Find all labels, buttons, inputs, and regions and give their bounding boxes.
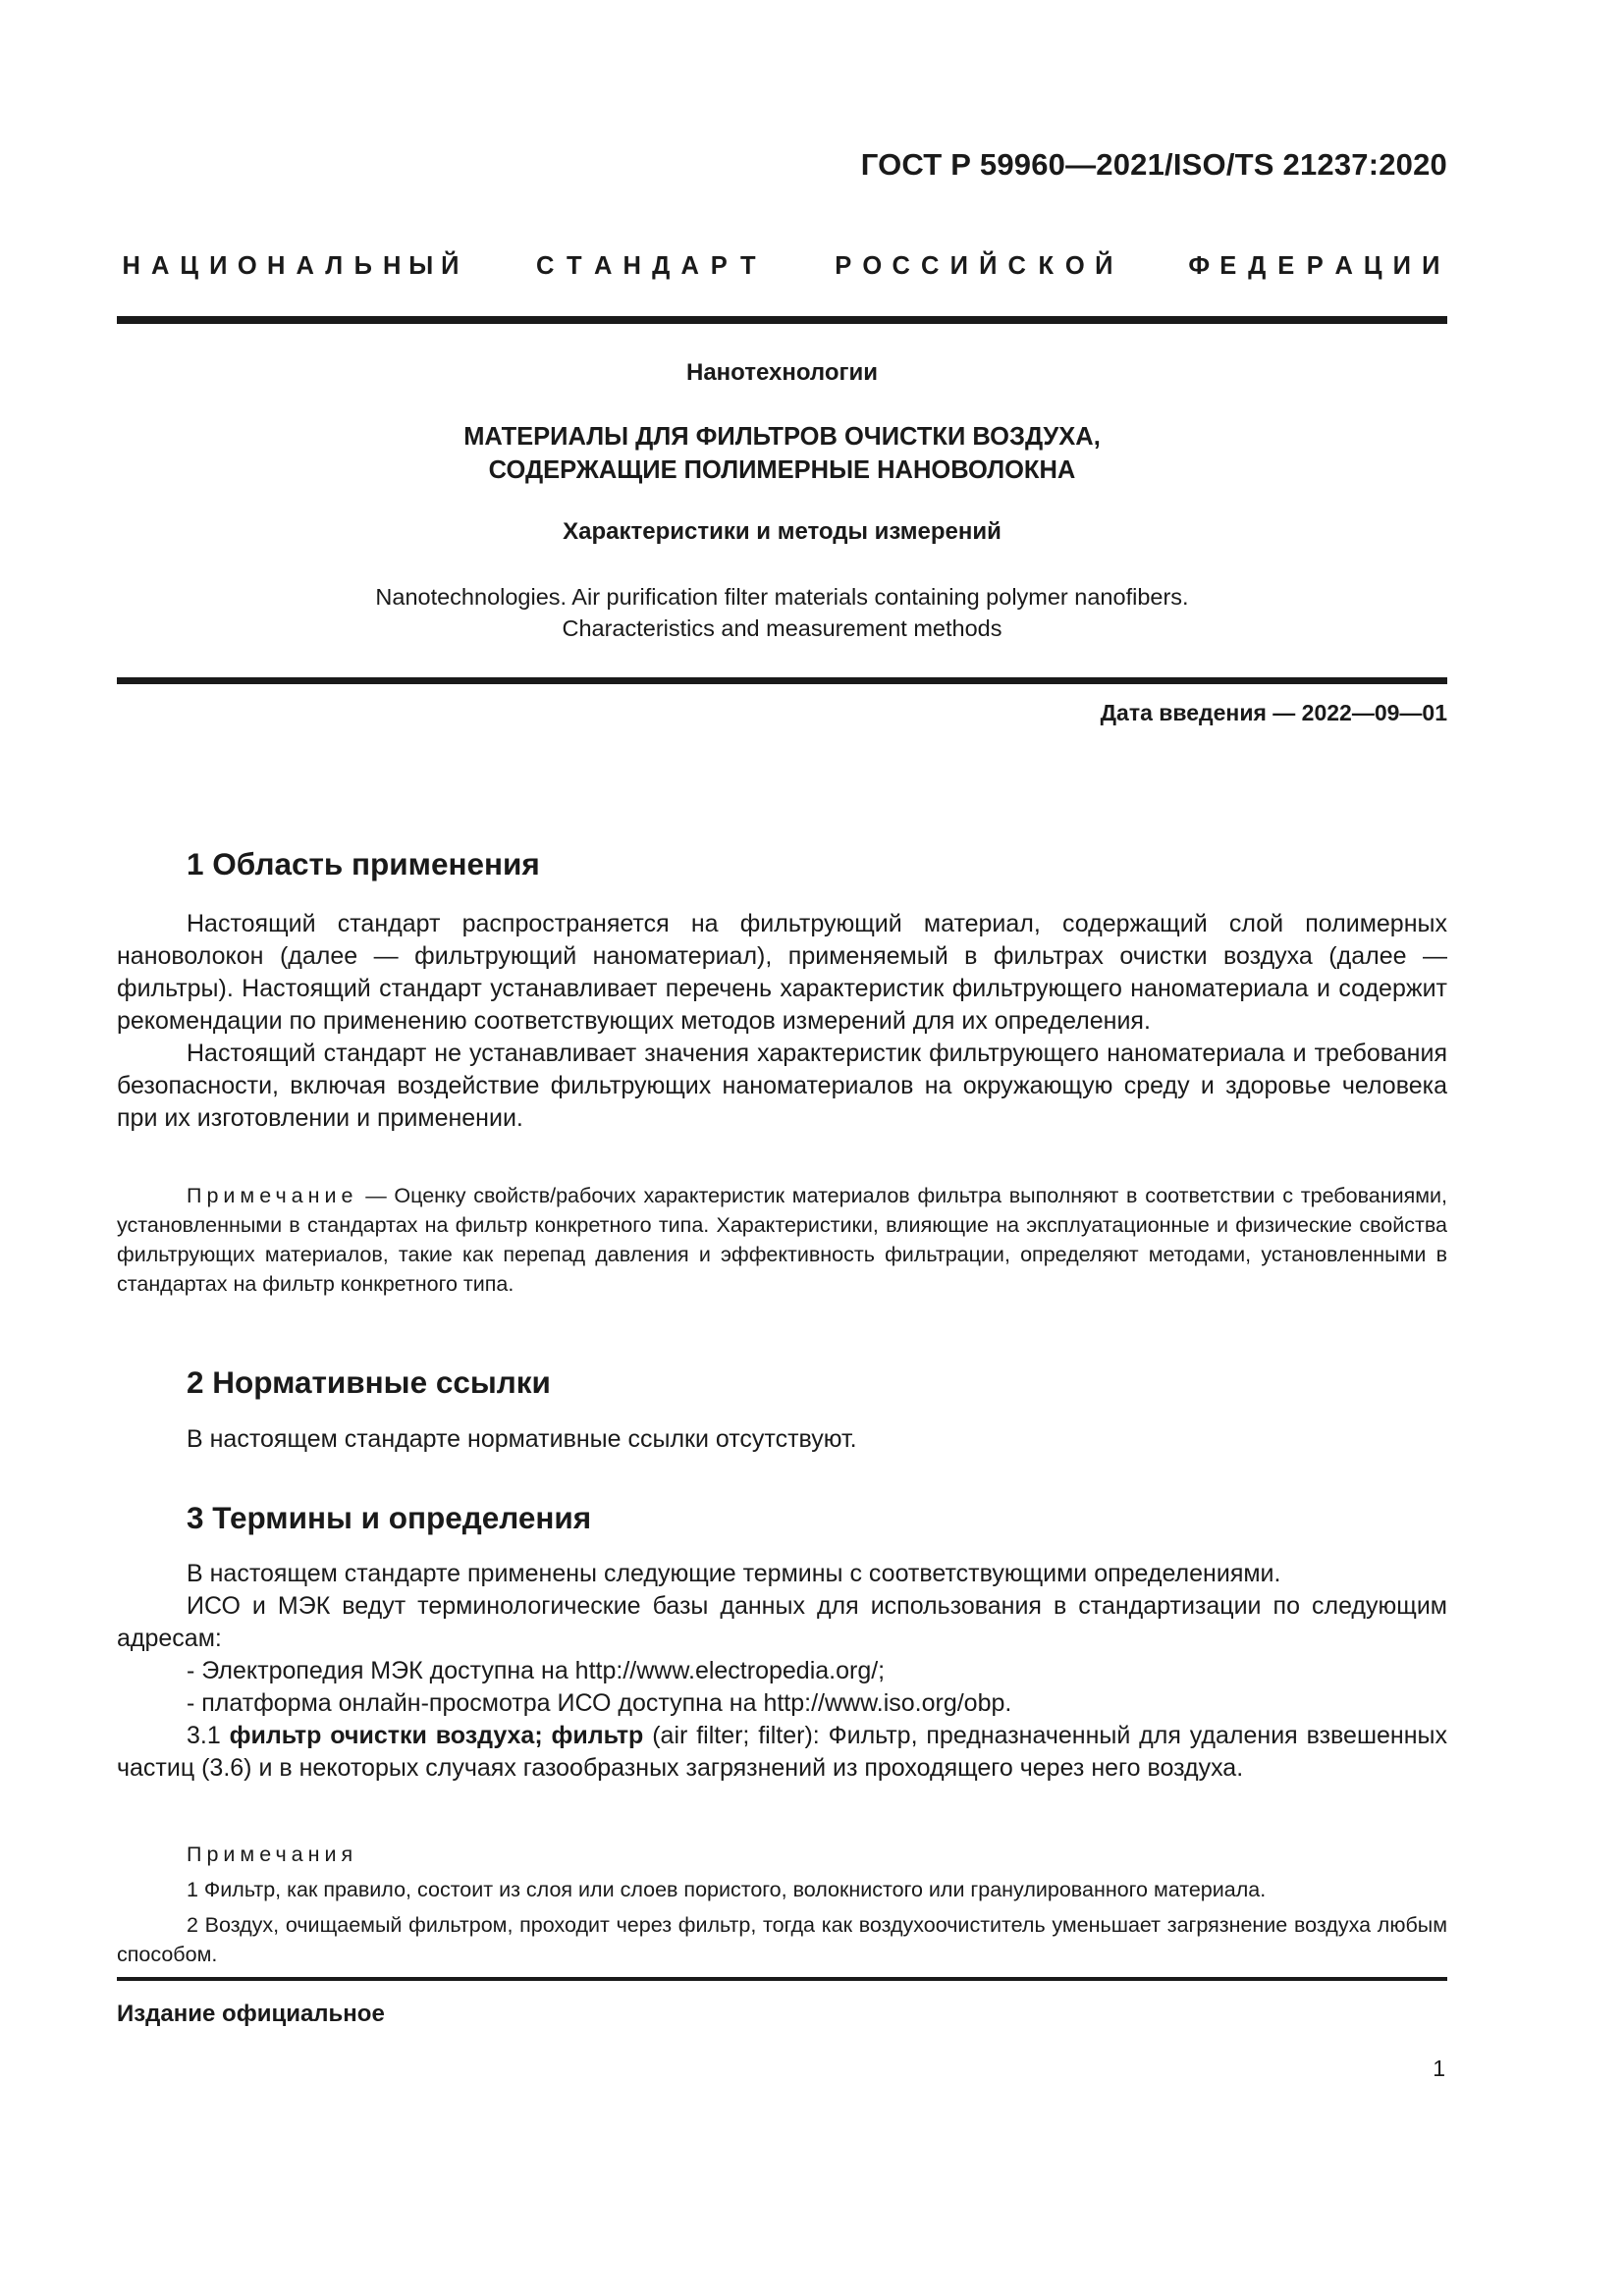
banner-word-3 bbox=[829, 252, 1118, 281]
banner-letter: Д bbox=[652, 252, 671, 280]
banner-letter: Е bbox=[1277, 252, 1295, 280]
title-divider bbox=[117, 677, 1447, 684]
subject-heading: Нанотехнологии bbox=[685, 359, 879, 386]
banner-letter: С bbox=[536, 252, 555, 280]
banner-letter: Ь bbox=[353, 252, 372, 280]
banner-letter: Р bbox=[710, 252, 728, 280]
banner-letter: Й bbox=[979, 252, 998, 280]
note-label: Примечание bbox=[187, 1184, 358, 1207]
note-item: 1 Фильтр, как правило, состоит из слоя или слоев пористого, волокнистого или гранулированного материала. bbox=[187, 1878, 1267, 1901]
list-item: - платформа онлайн-просмотра ИСО доступна на http://www.iso.org/obp. bbox=[187, 1689, 1012, 1717]
document-title bbox=[117, 420, 1447, 487]
banner-letter: И bbox=[1392, 252, 1411, 280]
section-3-paragraph-1: В настоящем стандарте применены следующие термины с соответствующими определениями. bbox=[187, 1560, 1281, 1587]
section-2-paragraph-1: В настоящем стандарте нормативные ссылки отсутствуют. bbox=[187, 1425, 857, 1453]
introduction-date: Дата введения — 2022—09—01 bbox=[1100, 700, 1447, 725]
note-item: 2 Воздух, очищаемый фильтром, проходит через фильтр, тогда как воздухоочиститель уменьшает загрязнение воздуха любым способом. bbox=[117, 1913, 1447, 1966]
term-number: 3.1 bbox=[187, 1722, 230, 1749]
banner-letter: Ц bbox=[180, 252, 199, 280]
section-2-heading: 2 Нормативные ссылки bbox=[187, 1364, 551, 1400]
standard-code: ГОСТ Р 59960—2021/ISO/TS 21237:2020 bbox=[860, 147, 1447, 182]
banner-letter: О bbox=[237, 252, 257, 280]
banner-letter: О bbox=[1064, 252, 1085, 280]
banner-letter: Е bbox=[1219, 252, 1237, 280]
section-3-body bbox=[117, 1558, 1447, 1785]
banner-letter: А bbox=[1334, 252, 1353, 280]
banner-letter: Н bbox=[623, 252, 641, 280]
banner-letter: Т bbox=[566, 252, 582, 280]
section-3-notes bbox=[117, 1840, 1447, 1969]
note-text: — Оценку свойств/рабочих характеристик материалов фильтра выполняют в соответствии с требованиями, установленными в стандартах на фильтр конкретного типа. Характеристики, влияющие на эксплуатационные и физические свойства фильтрующих материалов, такие как перепад давления и эффективность фильтрации, определяют методами, установленными в стандартах на фильтр конкретного типа. bbox=[117, 1184, 1447, 1296]
official-edition-label: Издание официальное bbox=[117, 2001, 385, 2027]
banner-letter: Л bbox=[325, 252, 344, 280]
term-definition: (air filter; filter): Фильтр, предназначенный для удаления взвешенных частиц (3.6) и в некоторых случаях газообразных загрязнений из проходящего через него воздуха. bbox=[117, 1722, 1447, 1782]
english-title-line-1: Nanotechnologies. Air purification filter materials containing polymer nanofibers. bbox=[375, 584, 1189, 610]
national-standard-banner bbox=[117, 252, 1445, 281]
banner-word-1 bbox=[117, 252, 464, 281]
banner-letter: Ф bbox=[1188, 252, 1211, 280]
banner-letter: Н bbox=[383, 252, 402, 280]
banner-letter: С bbox=[1007, 252, 1026, 280]
title-line-2: СОДЕРЖАЩИЕ ПОЛИМЕРНЫЕ НАНОВОЛОКНА bbox=[488, 456, 1076, 484]
banner-letter: А bbox=[151, 252, 170, 280]
banner-word-4 bbox=[1185, 252, 1446, 281]
banner-letter: Р bbox=[1306, 252, 1324, 280]
list-item: - Электропедия МЭК доступна на http://www.electropedia.org/; bbox=[187, 1657, 886, 1684]
banner-letter: Н bbox=[267, 252, 286, 280]
footer-divider bbox=[117, 1977, 1447, 1981]
section-1-body bbox=[117, 908, 1447, 1135]
banner-letter: Й bbox=[1095, 252, 1113, 280]
term-name: фильтр очистки воздуха; фильтр bbox=[229, 1722, 644, 1749]
notes-label: Примечания bbox=[187, 1842, 358, 1866]
banner-letter: Й bbox=[441, 252, 460, 280]
banner-letter: А bbox=[296, 252, 314, 280]
banner-letter: С bbox=[921, 252, 940, 280]
section-2-body bbox=[117, 1423, 1447, 1456]
section-1-paragraph-2: Настоящий стандарт не устанавливает значения характеристик фильтрующего наноматериала и требования безопасности, включая воздействие фильтрующих наноматериалов на окружающую среду и здоровье человека при их изготовлении и применении. bbox=[117, 1040, 1447, 1132]
banner-letter: Ц bbox=[1363, 252, 1382, 280]
banner-letter: И bbox=[949, 252, 968, 280]
top-divider bbox=[117, 316, 1447, 324]
section-1-heading: 1 Область применения bbox=[187, 846, 540, 881]
banner-letter: Ы bbox=[408, 252, 434, 280]
english-title bbox=[117, 581, 1447, 644]
banner-letter: И bbox=[209, 252, 228, 280]
banner-letter: Д bbox=[1248, 252, 1267, 280]
section-3-paragraph-2: ИСО и МЭК ведут терминологические базы данных для использования в стандартизации по следующим адресам: bbox=[117, 1592, 1447, 1652]
section-1-note bbox=[117, 1181, 1447, 1299]
banner-letter: Т bbox=[739, 252, 756, 280]
banner-letter: А bbox=[594, 252, 613, 280]
banner-letter: И bbox=[1422, 252, 1440, 280]
page-number: 1 bbox=[1433, 2056, 1445, 2081]
title-line-1: МАТЕРИАЛЫ ДЛЯ ФИЛЬТРОВ ОЧИСТКИ ВОЗДУХА, bbox=[463, 423, 1101, 451]
document-subtitle: Характеристики и методы измерений bbox=[563, 518, 1001, 545]
term-3-1 bbox=[117, 1720, 1447, 1785]
section-3-heading: 3 Термины и определения bbox=[187, 1500, 592, 1535]
banner-letter: С bbox=[892, 252, 910, 280]
section-1-paragraph-1: Настоящий стандарт распространяется на фильтрующий материал, содержащий слой полимерных нановолокон (далее — фильтрующий наноматериал), применяемый в фильтрах очистки воздуха (далее — фильтры). Настоящий стандарт устанавливает перечень характеристик фильтрующего наноматериала и содержит рекомендации по применению соответствующих методов измерений для их определения. bbox=[117, 910, 1447, 1035]
banner-letter: Н bbox=[122, 252, 140, 280]
banner-letter: Р bbox=[835, 252, 852, 280]
banner-letter: О bbox=[862, 252, 883, 280]
banner-letter: К bbox=[1038, 252, 1055, 280]
banner-letter: А bbox=[680, 252, 699, 280]
banner-word-2 bbox=[531, 252, 763, 281]
english-title-line-2: Characteristics and measurement methods bbox=[562, 615, 1002, 641]
